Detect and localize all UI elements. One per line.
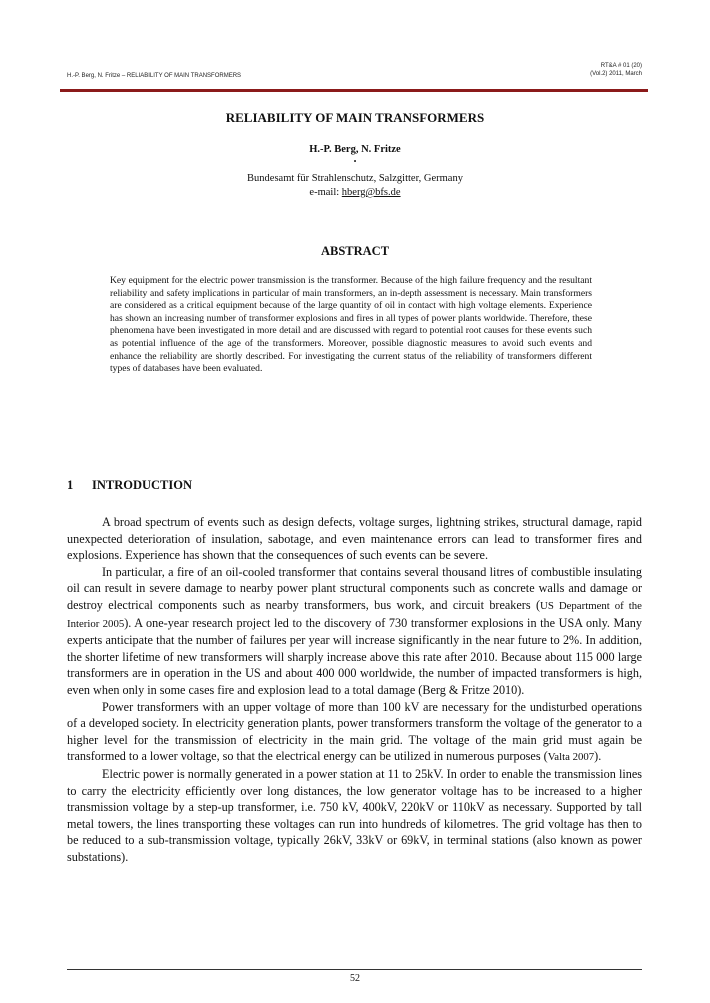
paragraph-4: Electric power is normally generated in a power station at 11 to 25kV. In order to enable the transmission lines to carry the electricity efficiently over long distances, the low generator voltage has to be increased to a higher transmission voltage by a step-up transformer, i.e. 750 kV, 400kV, 220kV or 110kV as necessary. Supported by tall metal towers, the lines transporting these voltages can run into hundreds of kilometres. The grid voltage has then to be reduced to a sub-transmission voltage, typically 26kV, 33kV or 69kV, in terminal stations (also known as power substations).	[67, 766, 642, 864]
paper-authors: H.-P. Berg, N. Fritze	[309, 144, 401, 155]
running-header-journal-info	[590, 62, 642, 78]
citation-valta: Valta 2007	[547, 751, 595, 764]
author-separator-bullet: •	[353, 157, 357, 166]
page-number: 52	[350, 973, 360, 984]
email-link[interactable]: hberg@bfs.de	[341, 187, 401, 198]
citation-us-doi: US Department of the Interior 2005	[67, 599, 642, 630]
paragraph-2: In particular, a fire of an oil-cooled transformer that contains several thousand litres of combustible insulating oil can result in severe damage to nearby power plant structural components such as concrete walls and damage or destroy electrical components such as nearby transformers, bus work, and circuit breakers (US Department of the Interior 2005). A one-year research project led to the discovery of 730 transformer explosions in the USA only. Many experts anticipate that the number of failures per year will increase significantly in the near future to 2%. In addition, the shorter lifetime of new transformers will sharply increase above this rate after 2010. Because about 115 000 large transformers are in operation in the US and about 400 000 worldwide, the number of impacted transformers is high, even when only in some cases fire and explosion lead to a total damage (Berg & Fritze 2010).	[67, 564, 642, 697]
introduction-body	[67, 514, 642, 865]
author-email	[0, 187, 710, 198]
header-divider	[60, 89, 648, 92]
abstract-heading: ABSTRACT	[320, 244, 390, 258]
section-heading-introduction	[67, 478, 192, 493]
author-affiliation: Bundesamt für Strahlenschutz, Salzgitter, Germany	[247, 173, 463, 184]
running-header-authors-title: H.-P. Berg, N. Fritze – RELIABILITY OF MAIN TRANSFORMERS	[67, 73, 242, 79]
paragraph-1: A broad spectrum of events such as design defects, voltage surges, lightning strikes, structural damage, rapid unexpected deterioration of insulation, sabotage, and even maintenance errors can lead to transformer fires and explosions. Experience has shown that the consequences of such events can be severe.	[67, 515, 642, 563]
section-title: INTRODUCTION	[92, 478, 193, 492]
running-header	[67, 62, 642, 84]
abstract-text: Key equipment for the electric power transmission is the transformer. Because of the high failure frequency and the resultant reliability and safety implications in particular of main transformers, an in-depth assessment is necessary. Main transformers are considered as a critical equipment because of the large quantity of oil in contact with high voltage elements. Experience has shown an increasing number of transformer explosions and fires in all types of power plants worldwide. Therefore, these phenomena have been investigated in more detail and are discussed with regard to potential root causes for these events such as potential influence of the age of the transformers. Moreover, possible diagnostic measures to avoid such events and enhance the reliability are shortly described. For investigating the current status of the reliability of transformers different types of databases have been evaluated.	[110, 275, 592, 375]
paragraph-3: Power transformers with an upper voltage of more than 100 kV are necessary for the undisturbed operations of a developed society. In electricity generation plants, power transformers transform the voltage of the generator to a higher level for the transmission of electricity in the main grid. The voltage of the main grid must again be transformed to a lower voltage, so that the electrical energy can be utilized in numerous purposes (Valta 2007).	[67, 699, 642, 764]
paper-title: RELIABILITY OF MAIN TRANSFORMERS	[225, 110, 485, 125]
journal-issue: RT&A # 01 (20)	[600, 63, 642, 69]
journal-volume-date: (Vol.2) 2011, March	[590, 71, 642, 77]
email-label: e-mail:	[309, 187, 342, 198]
footer-divider	[67, 969, 642, 970]
section-number: 1	[67, 478, 74, 492]
